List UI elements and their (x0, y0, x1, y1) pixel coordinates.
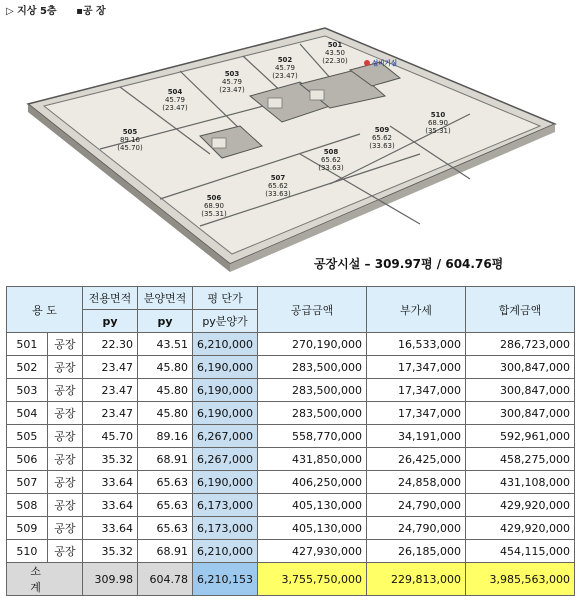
unit-exclusive-area: (33.63) (369, 142, 395, 150)
subtotal-supply: 3,755,750,000 (258, 563, 367, 596)
table-row (7, 494, 575, 517)
unit-no-cell: 506 (7, 448, 48, 471)
subtotal-total: 3,985,563,000 (466, 563, 575, 596)
vat-cell: 26,185,000 (367, 540, 466, 563)
unit-sale-area: 68.90 (427, 119, 449, 127)
unit-exclusive-area: (33.63) (318, 164, 344, 172)
table-row (7, 471, 575, 494)
vat-cell: 17,347,000 (367, 379, 466, 402)
unit-no-cell: 505 (7, 425, 48, 448)
unit-exclusive-area: (23.47) (272, 72, 298, 80)
supply-amount-cell: 405,130,000 (258, 517, 367, 540)
sale-area-cell: 45.80 (138, 356, 193, 379)
unit-price-cell: 6,210,000 (193, 540, 258, 563)
vat-cell: 24,790,000 (367, 517, 466, 540)
unit-no-cell: 501 (7, 333, 48, 356)
unit-exclusive-area: (23.47) (219, 86, 245, 94)
vat-cell: 24,790,000 (367, 494, 466, 517)
unit-number: 507 (270, 174, 286, 182)
unit-number: 509 (374, 126, 390, 134)
unit-sale-area: 45.79 (221, 78, 243, 86)
unit-no-cell: 507 (7, 471, 48, 494)
supply-amount-cell: 427,930,000 (258, 540, 367, 563)
exclusive-area-cell: 33.64 (83, 471, 138, 494)
unit-sale-area: 43.50 (324, 49, 346, 57)
header-row (7, 287, 575, 310)
unit-exclusive-area: (35.31) (201, 210, 227, 218)
supply-amount-cell: 283,500,000 (258, 379, 367, 402)
subtotal-exclusive: 309.98 (83, 563, 138, 596)
exclusive-area-cell: 35.32 (83, 540, 138, 563)
col-supply-amount: 공급금액 (258, 287, 367, 333)
unit-price-cell: 6,190,000 (193, 356, 258, 379)
unit-price-cell: 6,190,000 (193, 379, 258, 402)
col-vat: 부가세 (367, 287, 466, 333)
unit-sale-area: 65.62 (371, 134, 393, 142)
table-row (7, 425, 575, 448)
unit-sale-area: 89.16 (119, 136, 141, 144)
unit-no-cell: 504 (7, 402, 48, 425)
plan-caption: 공장시설 – 309.97평 / 604.76평 (314, 257, 504, 271)
unit-exclusive-area: (22.30) (322, 57, 348, 65)
subtotal-label: 소 계 (7, 563, 83, 596)
total-amount-cell: 300,847,000 (466, 356, 575, 379)
floor-plan-image (0, 14, 581, 276)
use-cell: 공장 (47, 356, 82, 379)
table-row (7, 333, 575, 356)
exclusive-area-cell: 35.32 (83, 448, 138, 471)
col-unit-price: 평 단가 (193, 287, 258, 310)
total-amount-cell: 286,723,000 (466, 333, 575, 356)
unit-price-table (6, 286, 575, 596)
subtotal-row (7, 563, 575, 596)
unit-sale-area: 45.79 (164, 96, 186, 104)
supply-amount-cell: 431,850,000 (258, 448, 367, 471)
unit-number: 508 (323, 148, 339, 156)
unit-no-cell: 508 (7, 494, 48, 517)
table-row (7, 517, 575, 540)
col-sale-area: 분양면적 (138, 287, 193, 310)
exclusive-area-cell: 23.47 (83, 379, 138, 402)
unit-price-cell: 6,267,000 (193, 448, 258, 471)
unit-price-cell: 6,173,000 (193, 517, 258, 540)
exclusive-area-cell: 22.30 (83, 333, 138, 356)
sale-area-cell: 45.80 (138, 402, 193, 425)
table-row (7, 402, 575, 425)
section-label: ▪공 장 (76, 6, 106, 17)
supply-amount-cell: 405,130,000 (258, 494, 367, 517)
unit-exclusive-area: (23.47) (162, 104, 188, 112)
sale-area-cell: 43.51 (138, 333, 193, 356)
unit-py-price: py분양가 (193, 310, 258, 333)
vat-cell: 26,425,000 (367, 448, 466, 471)
unit-price-cell: 6,210,000 (193, 333, 258, 356)
use-cell: 공장 (47, 517, 82, 540)
total-amount-cell: 300,847,000 (466, 402, 575, 425)
use-cell: 공장 (47, 425, 82, 448)
subtotal-sale: 604.78 (138, 563, 193, 596)
sale-area-cell: 65.63 (138, 494, 193, 517)
vat-cell: 17,347,000 (367, 356, 466, 379)
use-cell: 공장 (47, 333, 82, 356)
exclusive-area-cell: 45.70 (83, 425, 138, 448)
breadcrumb: ▷ 지상 5층 (6, 6, 57, 17)
unit-price-cell: 6,267,000 (193, 425, 258, 448)
unit-no-cell: 502 (7, 356, 48, 379)
use-cell: 공장 (47, 471, 82, 494)
total-amount-cell: 429,920,000 (466, 517, 575, 540)
subtotal-unit-price: 6,210,153 (193, 563, 258, 596)
table-row (7, 356, 575, 379)
col-use: 용 도 (7, 287, 83, 333)
unit-exclusive-area: (35.31) (425, 127, 451, 135)
vat-cell: 17,347,000 (367, 402, 466, 425)
supply-amount-cell: 406,250,000 (258, 471, 367, 494)
unit-py-2: py (138, 310, 193, 333)
vat-cell: 16,533,000 (367, 333, 466, 356)
use-cell: 공장 (47, 494, 82, 517)
total-amount-cell: 458,275,000 (466, 448, 575, 471)
table-row (7, 379, 575, 402)
unit-price-cell: 6,173,000 (193, 494, 258, 517)
sale-area-cell: 45.80 (138, 379, 193, 402)
supply-amount-cell: 283,500,000 (258, 402, 367, 425)
sale-area-cell: 65.63 (138, 471, 193, 494)
sale-area-cell: 65.63 (138, 517, 193, 540)
room-note: 설비기실 (372, 59, 398, 67)
unit-no-cell: 509 (7, 517, 48, 540)
unit-no-cell: 503 (7, 379, 48, 402)
unit-py-1: py (83, 310, 138, 333)
total-amount-cell: 454,115,000 (466, 540, 575, 563)
exclusive-area-cell: 23.47 (83, 402, 138, 425)
total-amount-cell: 431,108,000 (466, 471, 575, 494)
table-row (7, 448, 575, 471)
use-cell: 공장 (47, 540, 82, 563)
unit-price-cell: 6,190,000 (193, 402, 258, 425)
exclusive-area-cell: 33.64 (83, 517, 138, 540)
unit-number: 504 (167, 88, 183, 96)
total-amount-cell: 429,920,000 (466, 494, 575, 517)
table-row (7, 540, 575, 563)
total-amount-cell: 300,847,000 (466, 379, 575, 402)
use-cell: 공장 (47, 402, 82, 425)
supply-amount-cell: 270,190,000 (258, 333, 367, 356)
sale-area-cell: 68.91 (138, 448, 193, 471)
unit-no-cell: 510 (7, 540, 48, 563)
col-total-amount: 합계금액 (466, 287, 575, 333)
exclusive-area-cell: 33.64 (83, 494, 138, 517)
unit-price-cell: 6,190,000 (193, 471, 258, 494)
sale-area-cell: 68.91 (138, 540, 193, 563)
vat-cell: 34,191,000 (367, 425, 466, 448)
exclusive-area-cell: 23.47 (83, 356, 138, 379)
unit-number: 502 (277, 56, 293, 64)
unit-number: 503 (224, 70, 240, 78)
unit-sale-area: 65.62 (320, 156, 342, 164)
unit-sale-area: 68.90 (203, 202, 225, 210)
unit-number: 505 (122, 128, 138, 136)
supply-amount-cell: 558,770,000 (258, 425, 367, 448)
unit-exclusive-area: (45.70) (117, 144, 143, 152)
unit-sale-area: 65.62 (267, 182, 289, 190)
sale-area-cell: 89.16 (138, 425, 193, 448)
supply-amount-cell: 283,500,000 (258, 356, 367, 379)
use-cell: 공장 (47, 448, 82, 471)
unit-sale-area: 45.79 (274, 64, 296, 72)
vat-cell: 24,858,000 (367, 471, 466, 494)
unit-number: 510 (430, 111, 446, 119)
use-cell: 공장 (47, 379, 82, 402)
unit-number: 506 (206, 194, 222, 202)
unit-exclusive-area: (33.63) (265, 190, 291, 198)
col-exclusive-area: 전용면적 (83, 287, 138, 310)
unit-number: 501 (327, 41, 343, 49)
subtotal-vat: 229,813,000 (367, 563, 466, 596)
total-amount-cell: 592,961,000 (466, 425, 575, 448)
